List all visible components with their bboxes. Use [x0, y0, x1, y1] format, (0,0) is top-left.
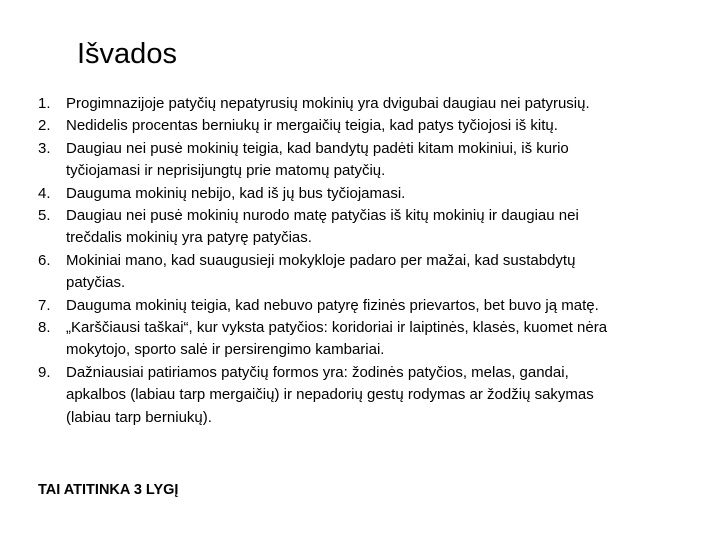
- list-item-text: Dauguma mokinių teigia, kad nebuvo patyrę fizinės prievartos, bet buvo ją matę.: [66, 296, 599, 314]
- list-item-text: Progimnazijoje patyčių nepatyrusių mokinių yra dvigubai daugiau nei patyrusių.: [66, 95, 590, 112]
- list-item: [38, 205, 698, 250]
- list-item: [38, 362, 698, 429]
- slide-title: Išvados: [77, 38, 177, 70]
- list-item-text: Dauguma mokinių nebijo, kad iš jų bus tyčiojamasi.: [66, 184, 406, 202]
- list-item: [38, 250, 698, 295]
- list-item: [38, 317, 698, 362]
- list-item-number: 6.: [38, 251, 51, 269]
- list-item-text: Mokiniai mano, kad suaugusieji mokykloje padaro per mažai, kad sustabdytų patyčias.: [66, 251, 576, 292]
- conclusion-statement: TAI ATITINKA 3 LYGĮ: [38, 482, 179, 498]
- list-item-number: 9.: [38, 363, 51, 381]
- list-item-number: 7.: [38, 296, 51, 314]
- list-item-number: 5.: [38, 207, 51, 225]
- list-item: [38, 115, 698, 137]
- list-item-text: Daugiau nei pusė mokinių nurodo matę patyčias iš kitų mokinių ir daugiau nei trečdalis mokinių yra patyrę patyčias.: [66, 207, 579, 247]
- conclusions-list: [38, 93, 698, 429]
- list-item-number: 2.: [38, 117, 51, 135]
- list-item-number: 8.: [38, 319, 51, 337]
- list-item-text: Nedidelis procentas berniukų ir mergaičių teigia, kad patys tyčiojosi iš kitų.: [66, 117, 558, 135]
- list-item: [38, 183, 698, 205]
- list-item-text: Dažniausiai patiriamos patyčių formos yra: žodinės patyčios, melas, gandai, apkalbos (labiau tarp mergaičių) ir nepadorių gestų rodymas ar žodžių sakymas (labiau tarp berniukų).: [66, 363, 594, 426]
- list-item: [38, 93, 698, 115]
- list-item-text: „Karščiausi taškai“, kur vyksta patyčios: koridoriai ir laiptinės, klasės, kuomet nėra mokytojo, sporto salė ir persirengimo kambariai.: [66, 319, 608, 359]
- list-item-number: 4.: [38, 184, 51, 202]
- list-item-number: 3.: [38, 139, 51, 157]
- list-item-number: 1.: [38, 95, 51, 112]
- list-item: [38, 295, 698, 317]
- list-item-text: Daugiau nei pusė mokinių teigia, kad bandytų padėti kitam mokiniui, iš kurio tyčiojamasi ir neprisijungtų prie matomų patyčių.: [66, 139, 569, 180]
- list-item: [38, 138, 698, 183]
